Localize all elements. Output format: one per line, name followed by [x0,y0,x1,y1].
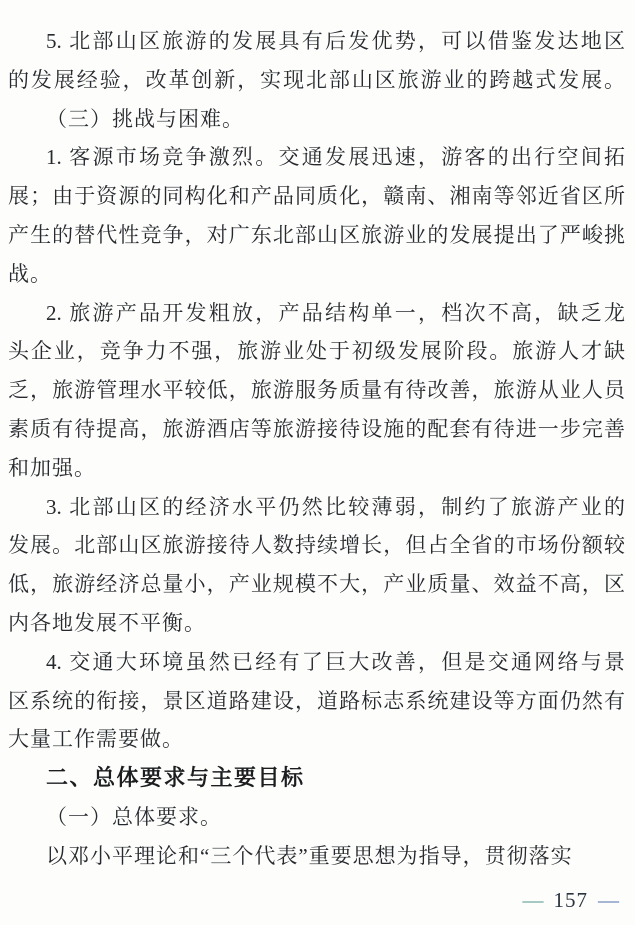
text-line: 素质有待提高，旅游酒店等旅游接待设施的配套有待进一步完善 [8,416,625,441]
text-line: （三）挑战与困难。 [46,106,244,131]
paragraph [8,488,625,643]
text-line: 4. 交通大环境虽然已经有了巨大改善，但是交通网络与景 [46,649,625,674]
footer-dash-left-icon: — [522,888,544,912]
text-line: 2. 旅游产品开发粗放，产品结构单一，档次不高，缺乏龙 [46,300,625,325]
text-line: 二、总体要求与主要目标 [46,765,305,791]
text-line: 发展。北部山区旅游接待人数持续增长，但占全省的市场份额较 [8,533,625,558]
text-line: 以邓小平理论和“三个代表”重要思想为指导，贯彻落实 [46,843,573,868]
text-line: 展；由于资源的同构化和产品同质化，赣南、湘南等邻近省区所 [8,184,625,209]
text-line: 3. 北部山区的经济水平仍然比较薄弱，制约了旅游产业的 [46,494,625,519]
text-line: 内各地发展不平衡。 [8,610,206,635]
paragraph [8,294,625,488]
text-line: （一）总体要求。 [46,804,222,829]
footer-dash-right-icon: — [598,888,619,912]
page-number: 157 [553,888,588,912]
text-line: 5. 北部山区旅游的发展具有后发优势，可以借鉴发达地区 [46,29,625,53]
paragraph [8,100,625,139]
paragraph [8,643,625,759]
text-line: 产生的替代性竞争，对广东北部山区旅游业的发展提出了严峻挑 [8,222,625,247]
text-line: 战。 [8,261,52,286]
document-body [8,22,625,876]
text-line: 头企业，竞争力不强，旅游业处于初级发展阶段。旅游人才缺 [8,339,625,364]
paragraph [8,138,625,293]
text-line: 低，旅游经济总量小，产业规模不大，产业质量、效益不高，区 [8,572,625,597]
text-line: 和加强。 [8,455,96,480]
text-line: 的发展经验，改革创新，实现北部山区旅游业的跨越式发展。 [8,67,625,92]
text-line: 区系统的衔接，景区道路建设，道路标志系统建设等方面仍然有 [8,688,625,713]
text-line: 乏，旅游管理水平较低，旅游服务质量有待改善，旅游从业人员 [8,378,625,403]
paragraph [8,837,625,876]
text-line: 1. 客源市场竞争激烈。交通发展迅速，游客的出行空间拓 [46,145,625,170]
paragraph [8,798,625,837]
text-line: 大量工作需要做。 [8,727,184,752]
page-footer [523,888,620,913]
paragraph [8,22,625,100]
section-heading [8,759,625,798]
